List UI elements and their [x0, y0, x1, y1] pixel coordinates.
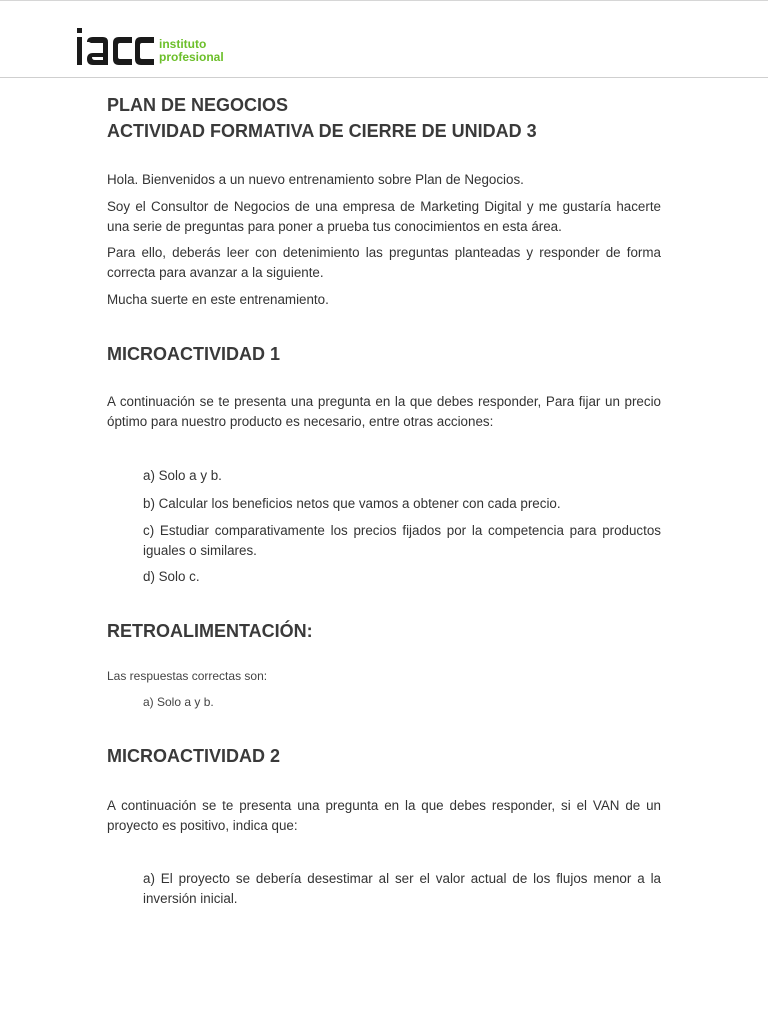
- feedback-lead: Las respuestas correctas son:: [107, 669, 268, 683]
- microactividad-2-heading: MICROACTIVIDAD 2: [107, 746, 281, 766]
- doc-title-line-1: PLAN DE NEGOCIOS: [107, 95, 289, 115]
- doc-title-line-2: ACTIVIDAD FORMATIVA DE CIERRE DE UNIDAD 3: [107, 121, 537, 141]
- microactividad-2-question: A continuación se te presenta una pregunta en la que debes responder, si el VAN de un proyecto es positivo, indica que:: [107, 798, 661, 833]
- iacc-logo: [76, 28, 224, 66]
- m1-option-c: c) Estudiar comparativamente los precios fijados por la competencia para productos iguales o similares.: [143, 523, 661, 558]
- microactividad-1-heading: MICROACTIVIDAD 1: [107, 344, 281, 364]
- logo-subtitle: [159, 38, 224, 64]
- m1-option-d: d) Solo c.: [143, 569, 200, 584]
- intro-paragraph-3: Para ello, deberás leer con detenimiento las preguntas planteadas y responder de forma correcta para avanzar a la siguiente.: [107, 245, 661, 280]
- intro-paragraph-1: Hola. Bienvenidos a un nuevo entrenamiento sobre Plan de Negocios.: [107, 172, 524, 187]
- retroalimentacion-heading: RETROALIMENTACIÓN:: [107, 621, 313, 641]
- feedback-answer: a) Solo a y b.: [143, 695, 214, 709]
- intro-paragraph-2: Soy el Consultor de Negocios de una empresa de Marketing Digital y me gustaría hacerte una serie de preguntas para poner a prueba tus conocimientos en esta área.: [107, 199, 661, 234]
- page-header: [0, 1, 768, 78]
- m2-option-a: a) El proyecto se debería desestimar al ser el valor actual de los flujos menor a la inversión inicial.: [143, 871, 661, 906]
- logo-line-instituto: instituto: [159, 37, 207, 51]
- m1-option-a: a) Solo a y b.: [143, 468, 222, 483]
- microactividad-1-question: A continuación se te presenta una pregunta en la que debes responder, Para fijar un precio óptimo para nuestro producto es necesario, entre otras acciones:: [107, 394, 661, 429]
- logo-line-profesional: profesional: [159, 50, 224, 64]
- m1-option-b: b) Calcular los beneficios netos que vamos a obtener con cada precio.: [143, 496, 561, 511]
- iacc-logo-mark: [76, 28, 156, 66]
- intro-paragraph-4: Mucha suerte en este entrenamiento.: [107, 292, 329, 307]
